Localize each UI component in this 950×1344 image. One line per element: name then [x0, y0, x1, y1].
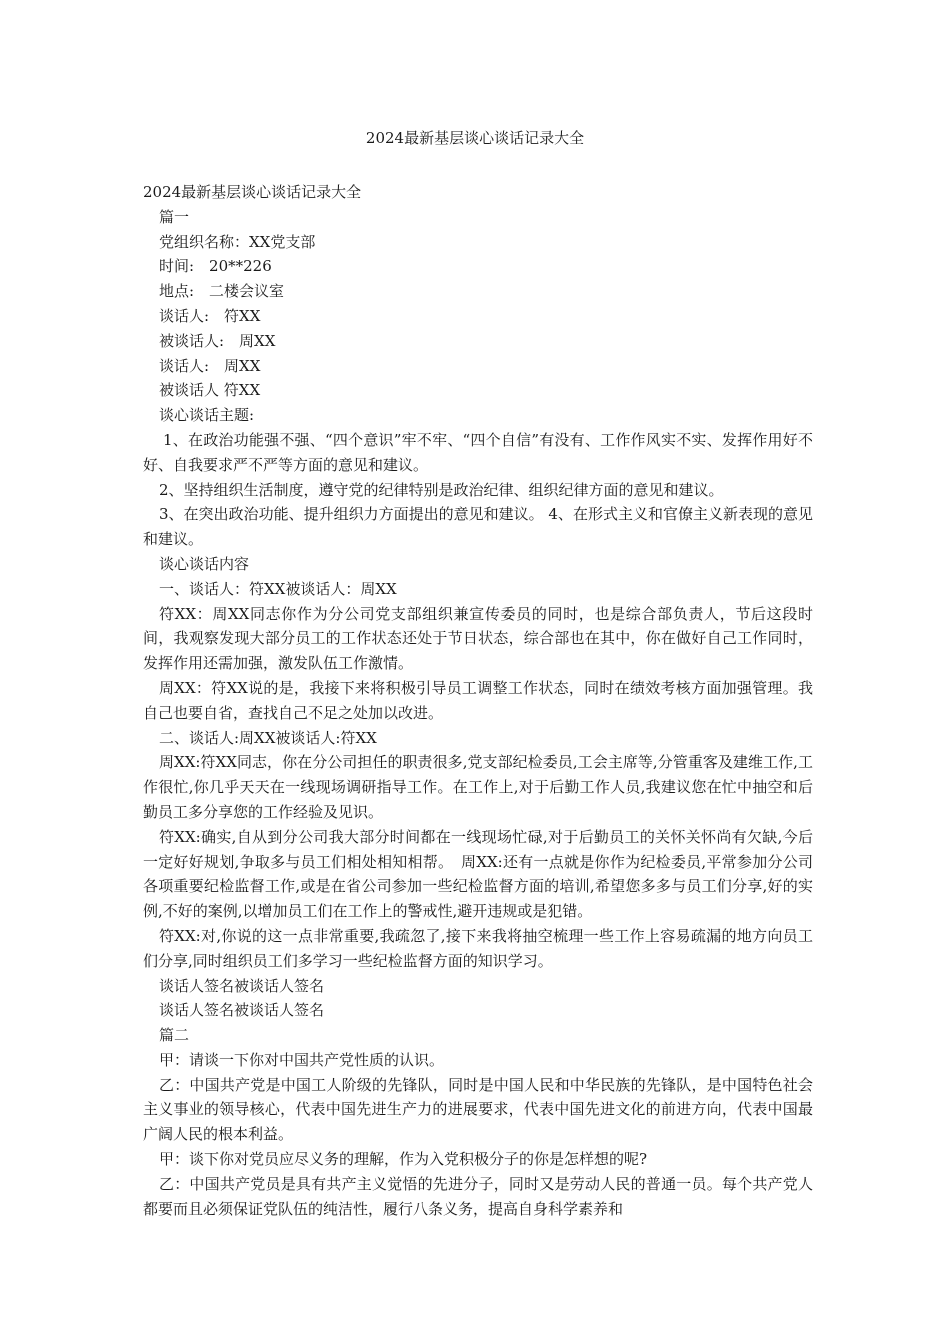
document-body	[143, 180, 813, 1221]
info-line: 时间: 20**226	[159, 257, 272, 276]
body-paragraph: 甲：请谈一下你对中国共产党性质的认识。	[159, 1050, 445, 1069]
body-paragraph: 符XX：周XX同志你作为分公司党支部组织兼宣传委员的同时，也是综合部负责人，节后这段时间，我观察发现大部分员工的工作状态还处于节日状态，综合部也在其中，你在做好自己工作同时，发挥作用还需加强，激发队伍工作激情。	[143, 604, 813, 673]
body-paragraph: 3、在突出政治功能、提升组织力方面提出的意见和建议。 4、在形式主义和官僚主义新表现的意见和建议。	[143, 505, 813, 549]
body-heading: 2024最新基层谈心谈话记录大全	[143, 183, 362, 201]
section-label: 谈心谈话内容	[159, 554, 250, 573]
body-paragraph: 乙：中国共产党员是具有共产主义觉悟的先进分子，同时又是劳动人民的普通一员。每个共产党人都要而且必须保证党队伍的纯洁性，履行八条义务，提高自身科学素养和	[143, 1174, 813, 1218]
section-label: 篇一	[159, 207, 190, 226]
info-line: 谈话人: 周XX	[159, 356, 261, 375]
page-title: 2024最新基层谈心谈话记录大全	[365, 129, 585, 147]
signature-line: 谈话人签名被谈话人签名	[159, 1001, 325, 1020]
section-label: 篇二	[159, 1026, 190, 1045]
info-line: 党组织名称：XX党支部	[159, 232, 316, 251]
signature-line: 谈话人签名被谈话人签名	[159, 976, 325, 995]
body-paragraph: 1、在政治功能强不强、“四个意识”牢不牢、“四个自信”有没有、工作作风实不实、发挥作用好不好、自我要求严不严等方面的意见和建议。	[143, 430, 813, 474]
info-line: 被谈话人 符XX	[159, 381, 261, 400]
body-paragraph: 甲：谈下你对党员应尽义务的理解，作为入党积极分子的你是怎样想的呢?	[159, 1150, 648, 1169]
body-paragraph: 周XX：符XX说的是，我接下来将积极引导员工调整工作状态，同时在绩效考核方面加强管理。我自己也要自省，查找自己不足之处加以改进。	[143, 678, 813, 722]
body-paragraph: 二、谈话人:周XX被谈话人:符XX	[159, 728, 377, 747]
body-paragraph: 符XX:确实,自从到分公司我大部分时间都在一线现场忙碌,对于后勤员工的关怀关怀尚有欠缺,今后一定好好规划,争取多与员工们相处相知相帮。 周XX:还有一点就是你作为纪检委员,平常参加分公司各项重要纪检监督工作,或是在省公司参加一些纪检监督方面的培训,希望您多多与员工们分享,好的实例,不好的案例,以增加员工们在工作上的警戒性,避开违规或是犯错。	[143, 827, 813, 921]
body-paragraph: 乙：中国共产党是中国工人阶级的先锋队，同时是中国人民和中华民族的先锋队，是中国特色社会主义事业的领导核心，代表中国先进生产力的进展要求，代表中国先进文化的前进方向，代表中国最广阔人民的根本利益。	[143, 1075, 813, 1144]
body-paragraph: 符XX:对,你说的这一点非常重要,我疏忽了,接下来我将抽空梳理一些工作上容易疏漏的地方向员工们分享,同时组织员工们多学习一些纪检监督方面的知识学习。	[143, 926, 813, 970]
body-paragraph: 周XX:符XX同志，你在分公司担任的职责很多,党支部纪检委员,工会主席等,分管重客及建维工作,工作很忙,你几乎天天在一线现场调研指导工作。在工作上,对于后勤工作人员,我建议您在忙中抽空和后勤员工多分享您的工作经验及见识。	[143, 753, 813, 821]
info-line: 谈心谈话主题:	[159, 406, 255, 425]
body-paragraph: 一、谈话人：符XX被谈话人：周XX	[159, 579, 397, 598]
body-paragraph: 2、坚持组织生活制度，遵守党的纪律特别是政治纪律、组织纪律方面的意见和建议。	[159, 480, 724, 499]
info-line: 被谈话人: 周XX	[159, 331, 276, 350]
info-line: 地点: 二楼会议室	[159, 282, 285, 301]
info-line: 谈话人: 符XX	[159, 306, 261, 325]
